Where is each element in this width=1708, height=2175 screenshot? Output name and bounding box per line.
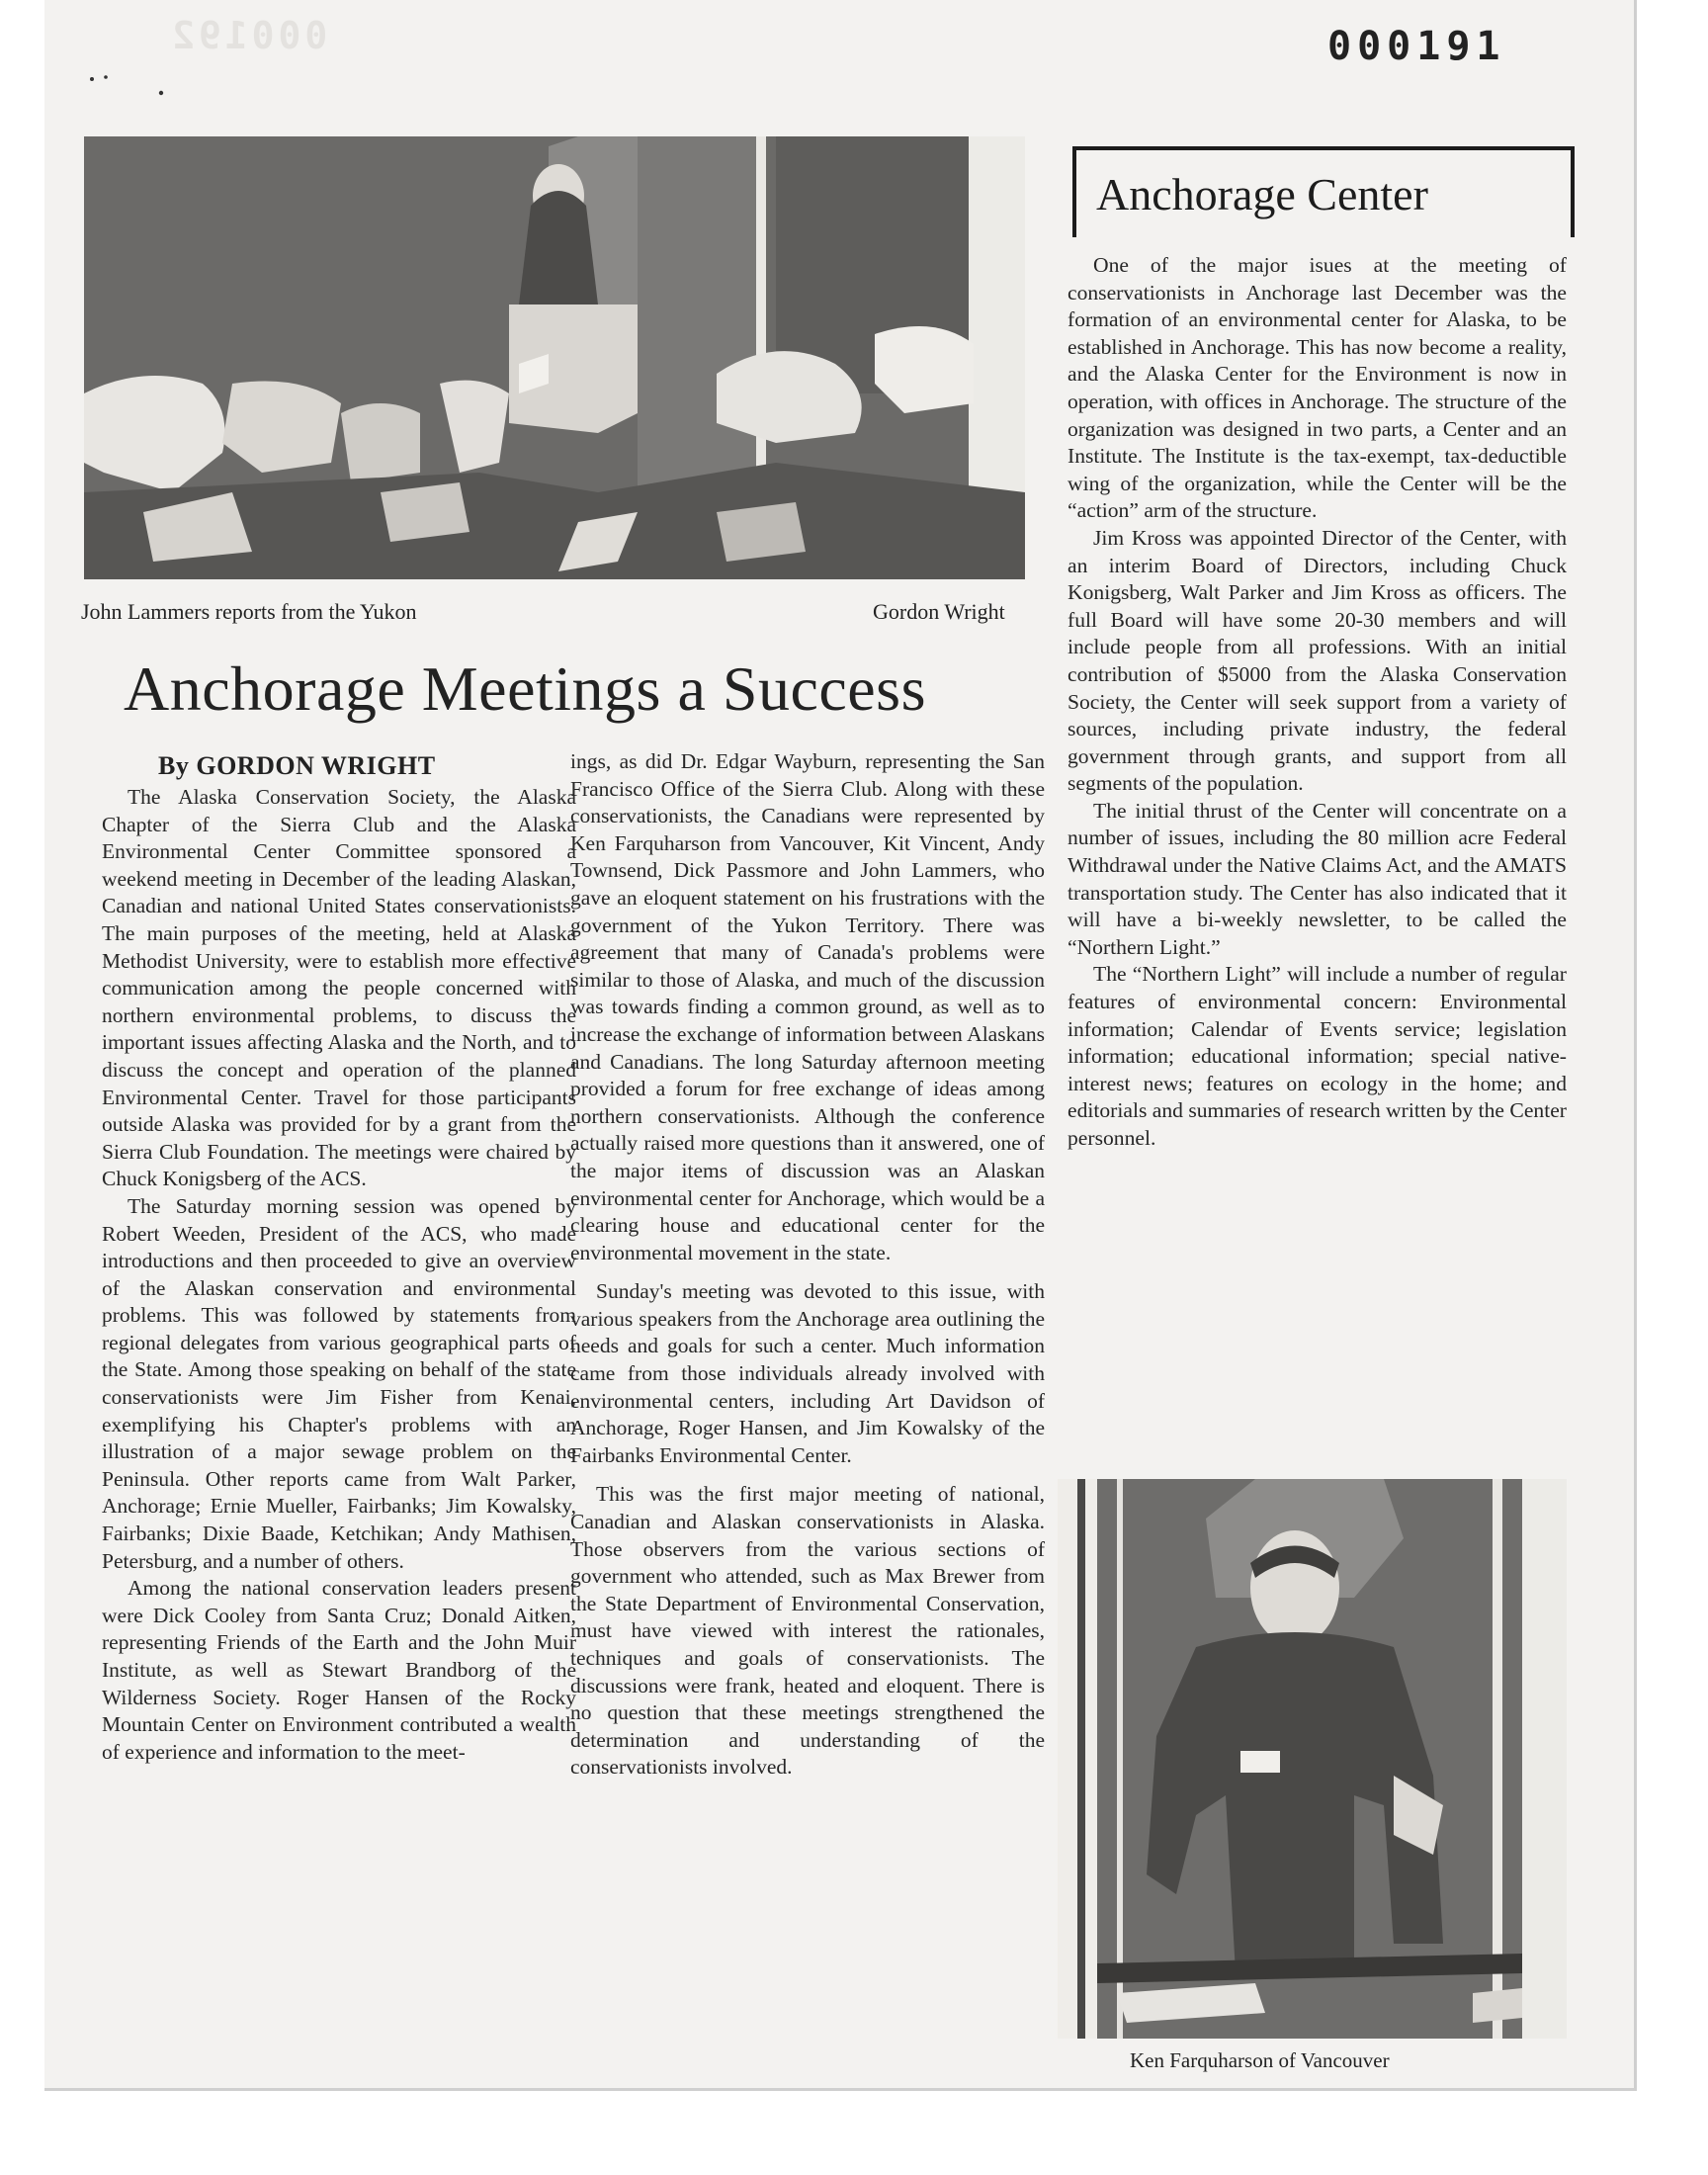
side-photo-caption: Ken Farquharson of Vancouver — [1130, 2048, 1390, 2072]
article-paragraph: ings, as did Dr. Edgar Wayburn, representing the San Francisco Office of the Sierra Club. Along with these conservationists, the Canadians were represented by Ken Farquharson from Vancouver, Kit Vincent, Andy Townsend, Dick Passmore and John Lammers, who gave an eloquent statement on his frustrations with the government of the Yukon Territory. There was agreement that many of Canada's problems were similar to those of Alaska, and much of the discussion was towards finding a common ground, as well as to increase the exchange of information between Alaskans and Canadians. The long Saturday afternoon meeting provided a forum for free exchange of ideas among northern conservationists. Although the conference actually raised more questions than it answered, one of the major items of discussion was an Alaskan environmental center for Anchorage, which would be a clearing house and educational center for the environmental movement in the state. — [570, 749, 1045, 1264]
article-paragraph: This was the first major meeting of national, Canadian and Alaskan conservationists in Alaska. Those observers from the various sections of government who attended, such as Max Brewer from the State Department of Environmental Conservation, must have viewed with interest the rationales, techniques and goals of conservationists. The discussions were frank, heated and eloquent. There is no question that these meetings strengthened the determination and understanding of the conservationists involved. — [570, 1482, 1045, 1780]
article-paragraph: Sunday's meeting was devoted to this issue, with various speakers from the Anchorage area outlining the needs and goals for such a center. Much information came from those individuals already involved with environmental centers, including Art Davidson of Anchorage, Roger Hansen, and Jim Kowalsky of the Fairbanks Environmental Center. — [570, 1279, 1045, 1467]
top-photo-credit: Gordon Wright — [873, 599, 1005, 624]
newspaper-clipping-page — [44, 0, 1637, 2091]
article-column-2 — [570, 748, 1045, 1782]
sidebar-column — [1068, 252, 1567, 1153]
sidebar-paragraph: One of the major isues at the meeting of conservationists in Anchorage last December was the formation of an environmental center for Alaska, to be established in Anchorage. This has now become a reality, and the Alaska Center for the Environment is now in operation, with offices in Anchorage. The structure of the organization was designed in two parts, a Center and an Institute. The Institute is the tax-exempt, tax-deductible wing of the organization, while the Center will be the “action” arm of the structure. — [1068, 253, 1567, 523]
dust-specks — [84, 59, 232, 109]
article-paragraph: The Saturday morning session was opened by Robert Weeden, President of the ACS, who made introductions and then proceeded to give an overview of the Alaskan conservation and environmental problems. This was followed by statements from regional delegates from various geographical parts of the State. Among those speaking on behalf of the state conservationists were Jim Fisher from Kenai, exemplifying his Chapter's problems with an illustration of a major sewage problem on the Peninsula. Other reports came from Walt Parker, Anchorage; Ernie Mueller, Fairbanks; Jim Kowalsky, Fairbanks; Dixie Baade, Ketchikan; Andy Mathisen, Petersburg, and a number of others. — [102, 1193, 576, 1573]
photo-ken-farquharson-image — [1058, 1479, 1567, 2039]
page-number: 000191 — [1327, 24, 1506, 69]
article-column-1 — [102, 784, 576, 1766]
article-headline: Anchorage Meetings a Success — [124, 653, 926, 724]
bleed-through-page-number: 000192 — [168, 14, 328, 57]
article-paragraph: The Alaska Conservation Society, the Alaska Chapter of the Sierra Club and the Alaska Environmental Center Committee sponsored a weekend meeting in December of the leading Alaskan, Canadian and national United States conservationists. The main purposes of the meeting, held at Alaska Methodist University, were to establish more effective communication among the people concerned with northern environmental problems, to discuss the important issues affecting Alaska and the North, and to discuss the concept and operation of the planned Environmental Center. Travel for those participants outside Alaska was provided for by a grant from the Sierra Club Foundation. The meetings were chaired by Chuck Konigsberg of the ACS. — [102, 785, 576, 1191]
sidebar-paragraph: The “Northern Light” will include a number of regular features of environmental concern: Environmental information; Calendar of Events service; legislation information; educational information; special native-interest news; features on ecology in the home; and editorials and summaries of research written by the Center personnel. — [1068, 962, 1567, 1150]
photo-john-lammers-image — [84, 136, 1025, 579]
photo-john-lammers — [84, 136, 1025, 579]
sidebar-paragraph: The initial thrust of the Center will concentrate on a number of issues, including the 80 million acre Federal Withdrawal under the Native Claims Act, and the AMATS transportation study. The Center has also indicated that it will have a bi-weekly newsletter, to be called the “Northern Light.” — [1068, 798, 1567, 959]
article-paragraph: Among the national conservation leaders present were Dick Cooley from Santa Cruz; Donald Aitken, representing Friends of the Earth and the John Muir Institute, as well as Stewart Brandborg of the Wilderness Society. Roger Hansen of the Rocky Mountain Center on Environment contributed a wealth of experience and information to the meet- — [102, 1576, 576, 1764]
sidebar-paragraph: Jim Kross was appointed Director of the Center, with an interim Board of Directors, including Chuck Konigsberg, Walt Parker and Jim Kross as officers. The full Board will have some 20-30 members and will include people from all professions. With an initial contribution of $5000 from the Alaska Conservation Society, the Center will seek support from a variety of sources, including private industry, the federal government through grants, and support from all segments of the population. — [1068, 525, 1567, 796]
sidebar-title: Anchorage Center — [1096, 169, 1428, 219]
article-byline: By GORDON WRIGHT — [158, 751, 436, 780]
top-photo-caption: John Lammers reports from the Yukon — [81, 599, 417, 624]
sidebar-title-box — [1072, 146, 1575, 237]
photo-ken-farquharson — [1058, 1479, 1567, 2039]
